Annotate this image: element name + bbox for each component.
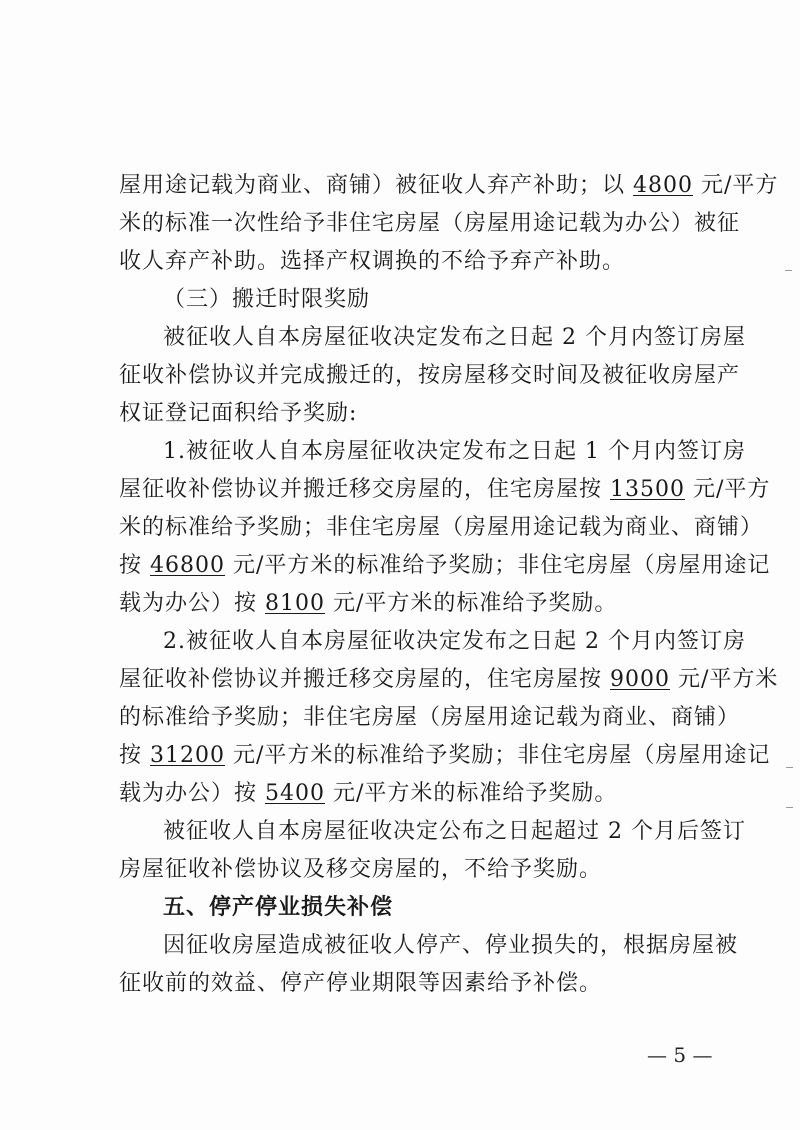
scan-edge-mark [785,270,792,271]
body-line: 的标准给予奖励；非住宅房屋（房屋用途记载为商业、商铺） [119,705,741,730]
body-line: 权证登记面积给予奖励: [119,401,358,426]
body-line [119,781,617,807]
text-segment: 屋用途记载为商业、商铺）被征收人弃产补助；以 [119,173,633,198]
text-segment: 载为办公）按 [119,591,265,616]
text-segment: 屋征收补偿协议并搬迁移交房屋的，住宅房屋按 [119,477,610,502]
text-segment: 元/平方米的标准给予奖励；非住宅房屋（房屋用途记 [225,743,771,768]
amount-value: 5400 [265,781,325,806]
body-line: 2.被征收人自本房屋征收决定发布之日起 2 个月内签订房 [163,629,746,654]
body-line: 被征收人自本房屋征收决定发布之日起 2 个月内签订房屋 [163,325,746,350]
amount-value: 8100 [265,591,325,616]
text-segment: 按 [119,553,150,578]
body-line: 米的标准给予奖励；非住宅房屋（房屋用途记载为商业、商铺） [119,515,764,540]
body-line: 因征收房屋造成被征收人停产、停业损失的，根据房屋被 [163,933,739,958]
text-segment: 元/平方 [693,173,779,198]
body-line [119,173,778,199]
amount-value: 9000 [610,667,670,692]
text-segment: 载为办公）按 [119,781,265,806]
scan-edge-mark [786,807,793,808]
section-subheading: （三）搬迁时限奖励 [163,287,371,312]
text-segment: 元/平方米的标准给予奖励。 [325,591,618,616]
body-line [119,477,770,503]
text-segment: 元/平方米的标准给予奖励；非住宅房屋（房屋用途记 [225,553,771,578]
section-heading: 五、停产停业损失补偿 [163,895,394,920]
scan-edge-mark [786,767,793,768]
text-segment: 元/平方米 [670,667,779,692]
page-number: — 5 — [647,1043,713,1067]
body-line [119,743,770,769]
body-line [119,591,617,617]
body-line [119,553,770,579]
text-segment: 元/平方 [685,477,771,502]
body-line: 米的标准一次性给予非住宅房屋（房屋用途记载为办公）被征 [119,211,741,236]
body-line [119,667,778,693]
amount-value: 31200 [150,743,225,768]
amount-value: 13500 [610,477,685,502]
body-line: 房屋征收补偿协议及移交房屋的，不给予奖励。 [119,857,603,882]
body-line: 被征收人自本房屋征收决定公布之日起超过 2 个月后签订 [163,819,746,844]
text-segment: 按 [119,743,150,768]
text-segment: 元/平方米的标准给予奖励。 [325,781,618,806]
body-line: 1.被征收人自本房屋征收决定发布之日起 1 个月内签订房 [163,439,746,464]
body-line: 征收补偿协议并完成搬迁的，按房屋移交时间及被征收房屋产 [119,363,741,388]
body-line: 征收前的效益、停产停业期限等因素给予补偿。 [119,971,603,996]
amount-value: 46800 [150,553,225,578]
amount-value: 4800 [633,173,693,198]
text-segment: 屋征收补偿协议并搬迁移交房屋的，住宅房屋按 [119,667,610,692]
body-line: 收人弃产补助。选择产权调换的不给予弃产补助。 [119,249,626,274]
